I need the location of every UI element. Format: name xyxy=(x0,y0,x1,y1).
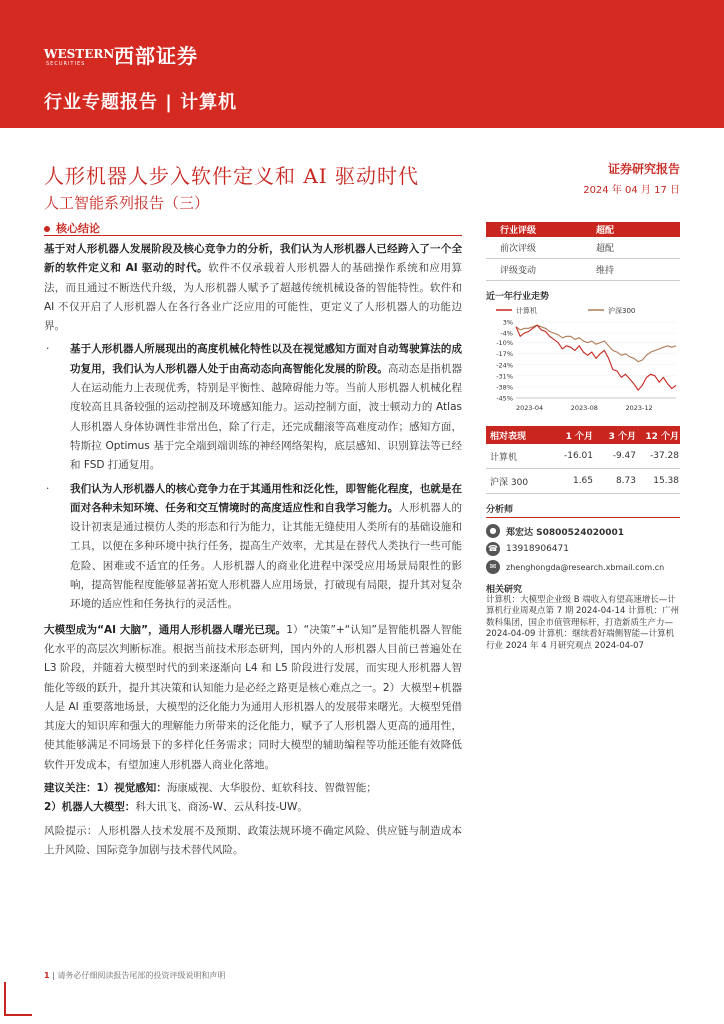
sidebar xyxy=(486,222,680,652)
section-divider xyxy=(44,235,462,236)
series-line xyxy=(516,325,676,390)
perf-head-3m: 3 个月 xyxy=(608,431,636,442)
y-tick-label: -17% xyxy=(496,350,513,359)
header-banner xyxy=(0,0,724,128)
x-tick-label: 2023-04 xyxy=(516,404,544,412)
bullet-dot-icon xyxy=(44,226,50,232)
p3-bold-1: 建议关注：1）视觉感知： xyxy=(44,782,167,795)
performance-row xyxy=(486,469,680,494)
rating-head-label: 行业评级 xyxy=(500,226,537,236)
page-number: 1 xyxy=(44,971,50,980)
perf-name: 计算机 xyxy=(490,452,518,463)
perf-12m: -37.28 xyxy=(649,451,679,461)
rating-header xyxy=(486,222,680,237)
corner-mark xyxy=(4,982,6,1016)
logo-cn: 西部证券 xyxy=(114,44,198,68)
perf-head-1m: 1 个月 xyxy=(565,431,593,442)
paragraph-risk: 风险提示：人形机器人技术发展不及预期、政策法规环境不确定风险、供应链与制造成本上升风险、国际竞争加剧与技术替代风险。 xyxy=(44,824,462,856)
p1-rest: 软件不仅承载着人形机器人的基础操作系统和应用算法，而且通过不断迭代升级，为人形机器人赋予了超越传统机械设备的智能特性。软件和 AI 不仅开启了人形机器人在各行各业广泛应用的可能性，更定义了人形机器人的功能边界。 xyxy=(44,262,462,333)
y-tick-label: -38% xyxy=(496,383,513,392)
report-type: 证券研究报告 xyxy=(607,162,680,176)
mail-icon: ✉ xyxy=(486,560,500,574)
rating-row-label: 前次评级 xyxy=(500,244,537,254)
b2-rest: 人形机器人的设计初衷是通过模仿人类的形态和行为能力，让其能无缝使用人类所有的基础设施和工具，以便在多种环境中执行任务，提高生产效率，尤其是在替代人类执行一些可能危险、困难或不适宜的任务。人形机器人的商业化进程中深受应用场景局限性的影响，提高智能程度能够显著拓宽人形机器人应用场景，打破现有局限，提升其对复杂环境的适应性和任务执行的灵活性。 xyxy=(70,501,463,611)
logo-en-sub: SECURITIES xyxy=(46,60,86,67)
x-tick-label: 2023-12 xyxy=(625,404,653,412)
user-icon: ● xyxy=(486,524,500,538)
section-label-text: 核心结论 xyxy=(56,222,100,235)
x-tick-label: 2023-08 xyxy=(570,404,598,412)
analyst-name-row xyxy=(486,522,680,540)
paragraph-1 xyxy=(44,240,462,336)
bullet-2 xyxy=(44,480,462,615)
logo-mark xyxy=(44,41,115,69)
perf-name: 沪深 300 xyxy=(490,477,529,488)
series-line xyxy=(516,325,676,361)
section-label xyxy=(44,220,100,236)
page-title: 人形机器人步入软件定义和 AI 驱动时代 xyxy=(44,164,420,188)
footer-text: | 请务必仔细阅读报告尾部的投资评级说明和声明 xyxy=(52,971,226,980)
paragraph-2 xyxy=(44,621,462,775)
rating-row-label: 评级变动 xyxy=(500,266,537,276)
logo-en: WESTERN xyxy=(44,46,115,61)
bullet-mark: · xyxy=(46,343,50,356)
corner-mark xyxy=(4,1014,32,1016)
analyst-phone-row xyxy=(486,540,680,558)
page-subtitle: 人工智能系列报告（三） xyxy=(44,194,210,212)
b2-bold: 我们认为人形机器人的核心竞争力在于其通用性和泛化性，即智能化程度，也就是在面对各种未知环境、任务和交互情境时的高度适应性和自我学习能力。 xyxy=(70,482,462,514)
p2-rest: 1）“决策”+“认知”是智能机器人智能化水平的高层次判断标准。根据当前技术形态研判，国内外的人形机器人目前已普遍处在 L3 阶段，并随着大模型时代的到来逐渐向 L4 和 L5 阶段进行发展，而实现人形机器人智能化等级的跃升，提升其决策和认知能力是必经之路更是核心难点之一。2）大模型+机器人是 AI 重要落地场景，大模型的泛化能力为通用人形机器人的发展带来曙光。大模型凭借其庞大的知识库和强大的理解能力所带来的泛化能力，赋予了人形机器人更高的通用性，使其能够满足不同场景下的多样化任务需求；同时大模型的辅助编程等功能还能有效降低软件开发成本，有望加速人形机器人商业化落地。 xyxy=(44,623,462,771)
performance-row xyxy=(486,444,680,469)
y-tick-label: -31% xyxy=(496,372,513,381)
trend-chart xyxy=(486,302,680,418)
analyst-phone: 13918906471 xyxy=(506,544,569,554)
page-footer xyxy=(44,970,225,981)
perf-head-12m: 12 个月 xyxy=(645,431,679,442)
p1-bold: 基于对人形机器人发展阶段及核心竞争力的分析，我们认为人形机器人已经跨入了一个全新的软件定义和 AI 驱动的时代。 xyxy=(44,243,462,275)
perf-head-label: 相对表现 xyxy=(490,431,527,442)
analyst-email-row xyxy=(486,558,680,576)
p3-rest-1: 海康威视、大华股份、虹软科技、智微智能； xyxy=(166,782,377,795)
related-title: 相关研究 xyxy=(486,585,523,595)
report-category: 行业专题报告 | 计算机 xyxy=(44,92,238,113)
p2-bold: 大模型成为“AI 大脑”，通用人形机器人曙光已现。 xyxy=(44,623,287,636)
legend-label: 沪深300 xyxy=(608,307,636,315)
p3-rest-2: 科大讯飞、商汤-W、云从科技-UW。 xyxy=(135,801,308,814)
paragraph-3 xyxy=(44,779,462,818)
phone-icon: ☎ xyxy=(486,542,500,556)
legend-label: 计算机 xyxy=(516,307,537,315)
rating-row-value: 超配 xyxy=(596,244,615,254)
analyst-email[interactable]: zhenghongda@research.xbmail.com.cn xyxy=(506,562,665,572)
company-logo xyxy=(44,40,198,69)
rating-row xyxy=(486,259,680,281)
perf-3m: 8.73 xyxy=(615,476,636,486)
analyst-name: 郑宏达 S0800524020001 xyxy=(506,527,625,538)
rating-head-value: 超配 xyxy=(596,226,615,236)
bullet-1 xyxy=(44,340,462,475)
y-tick-label: -10% xyxy=(496,339,513,348)
y-tick-label: -24% xyxy=(496,361,513,370)
b1-bold: 基于人形机器人所展现出的高度机械化特性以及在视觉感知方面对自动驾驶算法的成功复用，我们认为人形机器人处于由高动态向高智能化发展的阶段。 xyxy=(70,343,462,375)
trend-chart-svg xyxy=(486,302,680,418)
perf-3m: -9.47 xyxy=(612,451,636,461)
y-tick-label: -45% xyxy=(496,394,513,403)
y-tick-label: 3% xyxy=(502,318,513,327)
y-tick-label: -4% xyxy=(500,329,513,338)
main-body xyxy=(44,240,462,860)
rating-row xyxy=(486,237,680,259)
p3-bold-2: 2）机器人大模型： xyxy=(44,801,136,814)
bullet-mark: · xyxy=(46,482,50,495)
perf-1m: 1.65 xyxy=(572,476,593,486)
rating-row-value: 维持 xyxy=(596,266,615,276)
b1-rest: 高动态是指机器人在运动能力上表现优秀，特别是平衡性、越障碍能力等。当前人形机器人机械化程度较高且具备较强的运动控制及环境感知能力。运动控制方面，波士顿动力的 Atlas 人形机器人身体协调性非常出色，除了行走，还完成翻滚等高难度动作；感知方面，特斯拉 Optimus 基于完全端到端训练的神经网络架构，底层感知、识别算法等已经和 FSD 打通复用。 xyxy=(70,362,463,472)
analyst-title: 分析师 xyxy=(486,502,680,518)
performance-header xyxy=(486,426,680,444)
perf-1m: -16.01 xyxy=(563,451,593,461)
perf-12m: 15.38 xyxy=(653,476,679,486)
report-date: 2024 年 04 月 17 日 xyxy=(583,185,680,196)
related-list: 计算机：大模型企业级 B 端收入有望高速增长—计算机行业周观点第 7 期 2024-04-14 计算机：广州数科集团，国企市值管理标杆，打造新质生产力— 2024-04-09 计算机：继续看好端侧智能—计算机行业 2024 年 4 月研究观点 2024-04-07 xyxy=(486,595,680,651)
chart-title: 近一年行业走势 xyxy=(486,292,550,302)
